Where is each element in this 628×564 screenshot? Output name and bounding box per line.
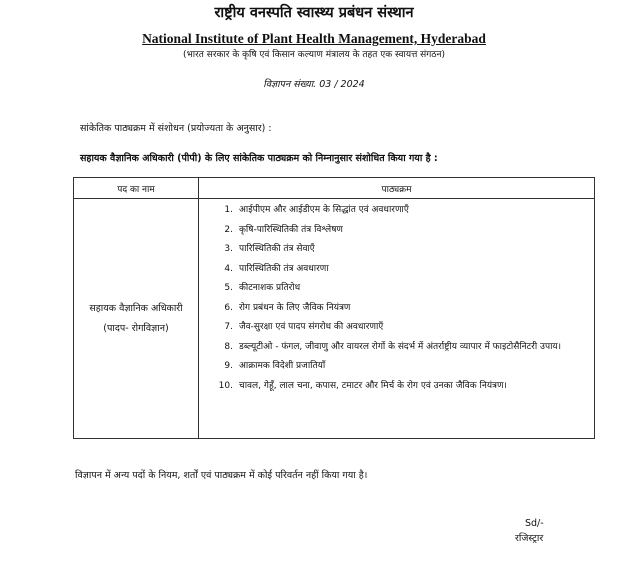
item-number: 2. (224, 224, 233, 235)
post-discipline: (पादप- रोगविज्ञान) (103, 322, 169, 334)
item-text: आक्रामक विदेशी प्रजातियाँ (239, 361, 326, 371)
amendment-statement: सहायक वैज्ञानिक अधिकारी (पीपी) के लिए सांकेतिक पाठ्यक्रम को निम्नानुसार संशोधित किया गया है : (80, 153, 438, 164)
item-text: रोग प्रबंधन के लिए जैविक नियंत्रण (239, 302, 351, 313)
post-name-cell (74, 199, 199, 439)
item-number: 10. (218, 380, 233, 391)
item-text: पारिस्थितिकी तंत्र अवधारणा (239, 263, 329, 274)
table-header-row (74, 178, 595, 199)
table-row (74, 199, 595, 439)
footer-note: विज्ञापन में अन्य पदों के नियम, शर्तों एवं पाठ्यक्रम में कोई परिवर्तन नहीं किया गया है। (75, 470, 368, 481)
item-number: 6. (224, 302, 233, 313)
list-item (211, 223, 580, 238)
list-item (211, 242, 580, 257)
institute-title-english: National Institute of Plant Health Management, Hyderabad (142, 31, 486, 46)
list-item (211, 340, 580, 355)
item-number: 4. (224, 263, 233, 274)
signatory-designation: रजिस्ट्रार (515, 533, 544, 544)
item-text: जैव-सुरक्षा एवं पादप संगरोध की अवधारणाएँ (239, 322, 384, 332)
item-number: 7. (224, 322, 233, 332)
item-number: 5. (224, 283, 233, 293)
advertisement-number: विज्ञापन संख्या. 03 / 2024 (263, 79, 365, 90)
list-item (211, 301, 580, 316)
header-syllabus: पाठ्यक्रम (199, 178, 595, 199)
list-item (211, 379, 580, 394)
item-text: पारिस्थितिकी तंत्र सेवाएँ (239, 244, 315, 254)
item-text: कृषि-पारिस्थितिकी तंत्र विश्लेषण (239, 224, 343, 235)
item-text: कीटनाशक प्रतिरोध (239, 283, 301, 293)
item-number: 9. (224, 361, 233, 371)
item-text: डब्ल्यूटीओ - फंगल, जीवाणु और वायरल रोगों के संदर्भ में अंतर्राष्ट्रीय व्यापार में फाइटोसैनिटरी उपाय। (239, 341, 562, 352)
item-text: आईपीएम और आईडीएम के सिद्धांत एवं अवधारणाएँ (239, 205, 409, 215)
item-text: चावल, गेहूँ, लाल चना, कपास, टमाटर और मिर्च के रोग एवं उनका जैविक नियंत्रण। (239, 380, 507, 391)
item-number: 1. (224, 205, 233, 215)
amendment-heading: सांकेतिक पाठ्यक्रम में संशोधन (प्रयोज्यता के अनुसार) : (80, 123, 272, 134)
list-item (211, 281, 580, 296)
item-number: 8. (224, 341, 233, 352)
syllabus-cell (199, 199, 595, 439)
list-item (211, 262, 580, 277)
list-item (211, 203, 580, 218)
syllabus-list (211, 203, 580, 394)
signature-mark: Sd/- (525, 518, 544, 529)
list-item (211, 320, 580, 335)
syllabus-table (73, 177, 595, 439)
list-item (211, 359, 580, 374)
item-number: 3. (224, 244, 233, 254)
post-name: सहायक वैज्ञानिक अधिकारी (89, 302, 183, 314)
institute-title-hindi: राष्ट्रीय वनस्पति स्वास्थ्य प्रबंधन संस्थान (214, 5, 414, 21)
header-post-name: पद का नाम (74, 178, 199, 199)
institute-subtitle: (भारत सरकार के कृषि एवं किसान कल्याण मंत्रालय के तहत एक स्वायत्त संगठन) (182, 50, 446, 60)
